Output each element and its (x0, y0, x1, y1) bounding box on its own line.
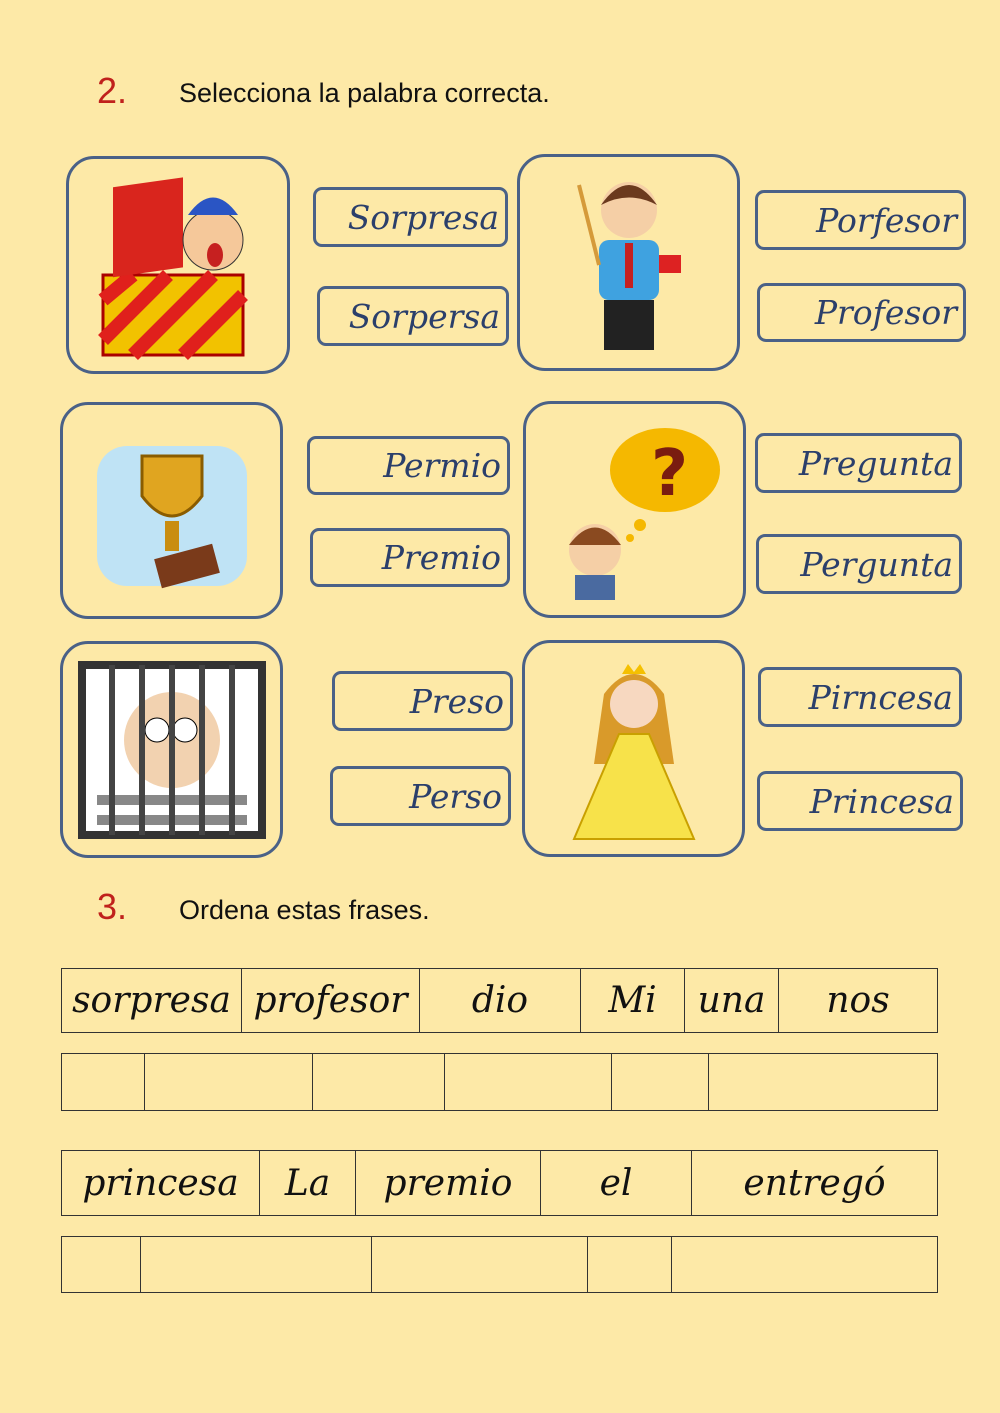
answer-slot[interactable] (612, 1054, 709, 1111)
section-2-number: 2. (97, 70, 128, 111)
answer-slot[interactable] (588, 1237, 672, 1293)
option-princesa[interactable]: Princesa (757, 771, 963, 831)
word-tile[interactable]: sorpresa (62, 969, 242, 1033)
option-pergunta[interactable]: Pergunta (756, 534, 962, 594)
question-boy-icon (545, 420, 725, 600)
option-porfesor[interactable]: Porfesor (755, 190, 966, 250)
princess-icon (564, 654, 704, 844)
answer-slot[interactable] (62, 1237, 141, 1293)
picture-prisoner (60, 641, 283, 858)
option-preso[interactable]: Preso (332, 671, 513, 731)
word-tile[interactable]: una (685, 969, 779, 1033)
picture-jack-in-the-box (66, 156, 290, 374)
answer-slot[interactable] (145, 1054, 313, 1111)
answer-slot[interactable] (313, 1054, 445, 1111)
section-2-instruction: Selecciona la palabra correcta. (179, 78, 550, 108)
answer-slot[interactable] (372, 1237, 588, 1293)
answer-slot[interactable] (709, 1054, 938, 1111)
word-tile[interactable]: entregó (692, 1151, 938, 1216)
word-tile[interactable]: el (541, 1151, 692, 1216)
word-tile[interactable]: La (260, 1151, 356, 1216)
word-tile[interactable]: Mi (581, 969, 685, 1033)
word-tile[interactable]: princesa (62, 1151, 260, 1216)
answer-slot[interactable] (141, 1237, 372, 1293)
picture-question-boy (523, 401, 746, 618)
svg-text:?: ? (650, 436, 688, 511)
option-permio[interactable]: Permio (307, 436, 510, 495)
option-profesor[interactable]: Profesor (757, 283, 966, 342)
word-tile[interactable]: dio (420, 969, 581, 1033)
picture-teacher (517, 154, 740, 371)
word-tile[interactable]: profesor (242, 969, 420, 1033)
option-pregunta[interactable]: Pregunta (755, 433, 962, 493)
section-3-instruction: Ordena estas frases. (179, 895, 430, 925)
sentence-1-words (61, 968, 938, 1033)
answer-slot[interactable] (445, 1054, 612, 1111)
prisoner-icon (77, 660, 267, 840)
option-perso[interactable]: Perso (330, 766, 511, 826)
answer-slot[interactable] (62, 1054, 145, 1111)
sentence-2-answer-slots (61, 1236, 938, 1293)
answer-slot[interactable] (672, 1237, 938, 1293)
word-tile[interactable]: nos (779, 969, 938, 1033)
sentence-1-answer-slots (61, 1053, 938, 1111)
trophy-icon (87, 426, 257, 596)
option-premio[interactable]: Premio (310, 528, 510, 587)
section-3-number: 3. (97, 886, 128, 927)
picture-princess (522, 640, 745, 857)
jack-in-the-box-icon (93, 170, 263, 360)
option-sorpersa[interactable]: Sorpersa (317, 286, 509, 346)
option-sorpresa[interactable]: Sorpresa (313, 187, 508, 247)
option-pirncesa[interactable]: Pirncesa (758, 667, 962, 727)
picture-trophy (60, 402, 283, 619)
teacher-icon (559, 165, 699, 360)
sentence-2-words (61, 1150, 938, 1216)
word-tile[interactable]: premio (356, 1151, 541, 1216)
